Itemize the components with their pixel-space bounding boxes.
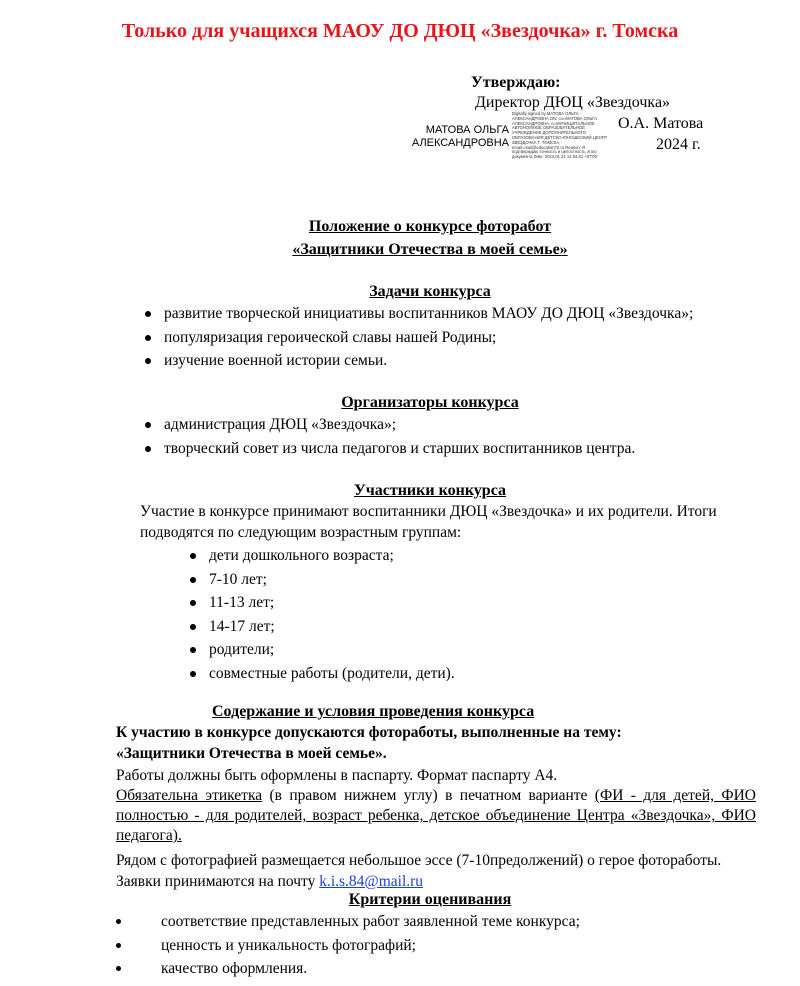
list-item: 7-10 лет; (190, 568, 455, 592)
list-item: родители; (190, 638, 455, 662)
conditions-heading: Содержание и условия проведения конкурса (212, 703, 535, 720)
tasks-list (145, 302, 693, 373)
participants-intro-line2: подводятся по следующим возрастным группам: (140, 524, 462, 541)
email-link[interactable]: k.i.s.84@mail.ru (319, 873, 424, 890)
approve-label: Утверждаю: (471, 74, 561, 91)
participants-heading: Участники конкурса (353, 482, 506, 499)
list-item: изучение военной истории семьи. (145, 349, 693, 373)
label-requirement: Обязательна этикетка (в правом нижнем углу) в печатном варианте (ФИ - для детей, ФИО полностью - для родителей, возраст ребенка, детское объединение Центра «Звездочка», ФИО педагога). (116, 787, 756, 844)
format-requirement: Работы должны быть оформлены в паспарту. Формат паспарту А4. (116, 767, 558, 784)
list-item: популяризация героической славы нашей Родины; (145, 326, 693, 350)
age-groups-list (190, 544, 455, 685)
list-item: качество оформления. (116, 957, 580, 981)
list-item: 11-13 лет; (190, 591, 455, 615)
organizers-heading: Организаторы конкурса (341, 394, 519, 411)
admission-line1: К участию в конкурсе допускаются фотоработы, выполненные на тему: (116, 724, 622, 741)
criteria-list (116, 910, 580, 981)
director-initials: О.А. Матова (618, 115, 704, 132)
document-title-line1: Положение о конкурсе фоторабот (308, 218, 552, 235)
criteria-heading: Критерии оценивания (348, 891, 512, 908)
list-item: ценность и уникальность фотографий; (116, 934, 580, 958)
list-item: совместные работы (родители, дети). (190, 662, 455, 686)
document-header: Только для учащихся МАОУ ДО ДЮЦ «Звездочка» г. Томска (121, 20, 679, 42)
organizers-list (145, 413, 635, 460)
participants-intro-line1: Участие в конкурсе принимают воспитанники ДЮЦ «Звездочка» и их родители. Итоги (140, 503, 717, 520)
list-item: 14-17 лет; (190, 615, 455, 639)
digital-signature-details: Digitally signed by МАТОВА ОЛЬГА АЛЕКСАНДРОВНА DN: cn=МАТОВА ОЛЬГА АЛЕКСАНДРОВНА, o=МУНИЦИПАЛЬНОЕ АВТОНОМНОЕ ОБРАЗОВАТЕЛЬНОЕ УЧРЕЖДЕНИЕ ДОПОЛНИТЕЛЬНОГО ОБРАЗОВАНИЯ ДЕТСКО-ЮНОШЕСКИЙ ЦЕНТР ЗВЕЗДОЧКА Г. ТОМСКА, email=mail@education70.ru Reason: Я подтверждаю точность и целостность этого документа Date: 2024.01.31 14:04:51 +07'00' (512, 111, 607, 160)
essay-requirement: Рядом с фотографией размещается небольшое эссе (7-10предолжений) о герое фотоработы. (116, 852, 722, 869)
list-item: администрация ДЮЦ «Звездочка»; (145, 413, 635, 437)
list-item: дети дошкольного возраста; (190, 544, 455, 568)
approval-year: 2024 г. (656, 136, 701, 153)
admission-line2: «Защитники Отечества в моей семье». (116, 745, 387, 762)
list-item: творческий совет из числа педагогов и старших воспитанников центра. (145, 437, 635, 461)
applications-info: Заявки принимаются на почту k.i.s.84@mail.ru (116, 873, 424, 890)
tasks-heading: Задачи конкурса (369, 283, 491, 300)
list-item: соответствие представленных работ заявленной теме конкурса; (116, 910, 580, 934)
list-item: развитие творческой инициативы воспитанников МАОУ ДО ДЮЦ «Звездочка»; (145, 302, 693, 326)
digital-signature-name: МАТОВА ОЛЬГА АЛЕКСАНДРОВНА (411, 124, 509, 149)
document-title-line2: «Защитники Отечества в моей семье» (292, 241, 568, 258)
director-position: Директор ДЮЦ «Звездочка» (475, 94, 671, 111)
